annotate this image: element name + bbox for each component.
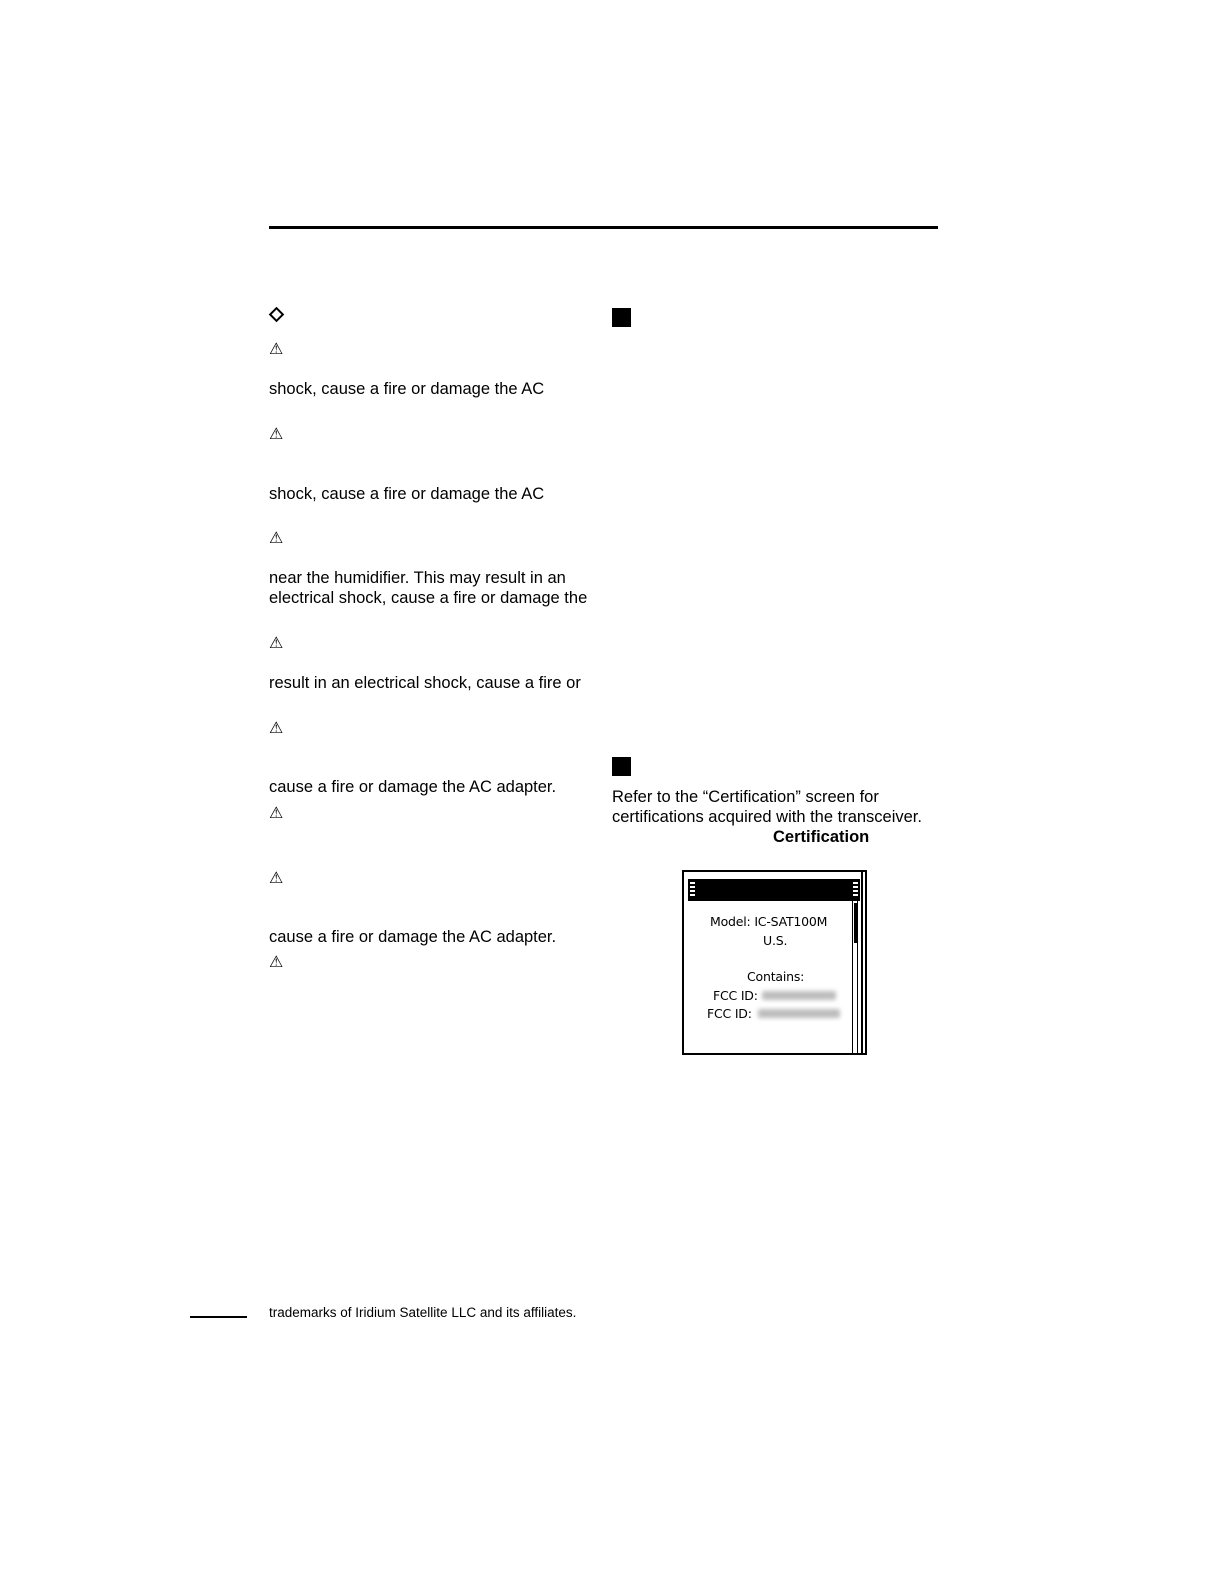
lcd-fcc-label: FCC ID:	[713, 988, 758, 1003]
footnote-rule	[190, 1316, 247, 1318]
body-line: result in an electrical shock, cause a fire or	[269, 674, 581, 692]
certification-screen-illustration	[682, 870, 867, 1055]
warning-icon: ⚠	[269, 803, 284, 822]
body-line: shock, cause a fire or damage the AC	[269, 485, 545, 503]
screen-scrollbar	[852, 901, 858, 1053]
lcd-contains-text: Contains:	[747, 969, 805, 984]
lcd-fcc-label: FCC ID:	[707, 1006, 752, 1021]
section-square-icon	[612, 308, 631, 327]
certification-label: Certification	[773, 828, 870, 846]
warning-icon: ⚠	[269, 424, 284, 443]
diamond-bullet-icon	[269, 307, 285, 323]
body-line: near the humidifier. This may result in an	[269, 569, 566, 587]
lcd-region-text: U.S.	[763, 933, 788, 948]
lcd-model-text: Model: IC-SAT100M	[710, 914, 828, 929]
warning-icon: ⚠	[269, 339, 284, 358]
screen-edge	[861, 872, 863, 1053]
menu-icon	[690, 882, 695, 897]
footnote-text: trademarks of Iridium Satellite LLC and its affiliates.	[269, 1305, 577, 1320]
menu-icon	[853, 882, 858, 897]
body-line: cause a fire or damage the AC adapter.	[269, 778, 557, 796]
redacted-fcc-id	[762, 991, 836, 1000]
body-line: cause a fire or damage the AC adapter.	[269, 928, 557, 946]
warning-icon: ⚠	[269, 633, 284, 652]
body-line: electrical shock, cause a fire or damage the	[269, 589, 588, 607]
warning-icon: ⚠	[269, 952, 284, 971]
body-line: shock, cause a fire or damage the AC	[269, 380, 545, 398]
scrollbar-thumb	[854, 903, 857, 943]
warning-icon: ⚠	[269, 528, 284, 547]
warning-icon: ⚠	[269, 868, 284, 887]
section-square-icon	[612, 757, 631, 776]
certification-text: certifications acquired with the transceiver.	[612, 808, 922, 826]
redacted-fcc-id	[758, 1009, 840, 1018]
header-rule	[269, 226, 938, 229]
warning-icon: ⚠	[269, 718, 284, 737]
certification-text: Refer to the “Certification” screen for	[612, 788, 879, 806]
screen-title-bar	[688, 879, 860, 901]
